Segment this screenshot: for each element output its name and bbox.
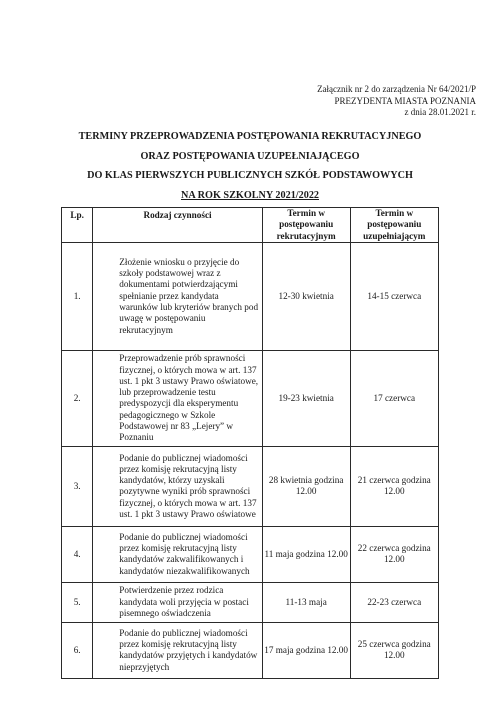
row-lp: 1. <box>62 242 93 350</box>
row-lp: 2. <box>62 350 93 446</box>
row-lp: 6. <box>62 622 93 678</box>
title-line-1: TERMINY PRZEPROWADZENIA POSTĘPOWANIA REKRUTACYJNEGO <box>78 131 422 142</box>
title-line-2: ORAZ POSTĘPOWANIA UZUPEŁNIAJĄCEGO <box>140 150 360 162</box>
attachment-line-3: z dnia 28.01.2021 r. <box>404 107 476 117</box>
table-row <box>62 622 439 678</box>
row-term-recruitment: 17 maja godzina 12.00 <box>262 622 350 678</box>
header-lp: Lp. <box>62 208 93 243</box>
row-activity: Podanie do publicznej wiadomości przez komisję rekrutacyjną listy kandydatów przyjętych i kandydatów nieprzyjętych <box>93 622 262 678</box>
row-lp: 3. <box>62 446 93 526</box>
attachment-header <box>216 84 476 119</box>
row-lp: 4. <box>62 526 93 582</box>
table-header-row <box>62 208 439 243</box>
row-activity: Złożenie wniosku o przyjęcie do szkoły podstawowej wraz z dokumentami potwierdzającymi spełnianie przez kandydata warunków lub kryteriów branych pod uwagę w postępowaniu rekrutacyjnym <box>93 242 262 350</box>
attachment-line-2: PREZYDENTA MIASTA POZNANIA <box>334 95 476 106</box>
table-row <box>62 526 439 582</box>
schedule-table <box>61 207 439 679</box>
row-term-supplementary: 14-15 czerwca <box>350 242 438 350</box>
row-term-supplementary: 22-23 czerwca <box>350 582 438 622</box>
row-activity: Przeprowadzenie prób sprawności fizycznej, o których mowa w art. 137 ust. 1 pkt 3 ustawy Prawo oświatowe, lub przeprowadzenie testu predyspozycji dla eksperymentu pedagogicznego w Szkole Podstawowej nr 83 „Lejery” w Poznaniu <box>93 350 262 446</box>
table-row <box>62 350 439 446</box>
row-activity: Podanie do publicznej wiadomości przez komisję rekrutacyjną listy kandydatów, którzy uzyskali pozytywne wyniki prób sprawności fizycznej, o których mowa w art. 137 ust. 1 pkt 3 ustawy Prawo oświatowe <box>93 446 262 526</box>
header-term-supplementary: Termin w postępowaniu uzupełniającym <box>350 208 438 243</box>
document-title <box>40 127 460 205</box>
row-term-recruitment: 11 maja godzina 12.00 <box>262 526 350 582</box>
title-line-4: NA ROK SZKOLNY 2021/2022 <box>180 189 320 201</box>
row-term-recruitment: 19-23 kwietnia <box>262 350 350 446</box>
title-line-3: DO KLAS PIERWSZYCH PUBLICZNYCH SZKÓŁ PODSTAWOWYCH <box>87 170 413 181</box>
row-term-supplementary: 21 czerwca godzina 12.00 <box>350 446 438 526</box>
row-term-supplementary: 17 czerwca <box>350 350 438 446</box>
row-term-recruitment: 28 kwietnia godzina 12.00 <box>262 446 350 526</box>
table-row <box>62 582 439 622</box>
row-activity: Potwierdzenie przez rodzica kandydata woli przyjęcia w postaci pisemnego oświadczenia <box>93 582 262 622</box>
table-row <box>62 242 439 350</box>
header-activity: Rodzaj czynności <box>93 208 262 243</box>
row-activity: Podanie do publicznej wiadomości przez komisję rekrutacyjną listy kandydatów zakwalifikowanych i kandydatów niezakwalifikowanych <box>93 526 262 582</box>
row-term-recruitment: 11-13 maja <box>262 582 350 622</box>
row-term-recruitment: 12-30 kwietnia <box>262 242 350 350</box>
header-term-recruitment: Termin w postępowaniu rekrutacyjnym <box>262 208 350 243</box>
row-lp: 5. <box>62 582 93 622</box>
row-term-supplementary: 25 czerwca godzina 12.00 <box>350 622 438 678</box>
row-term-supplementary: 22 czerwca godzina 12.00 <box>350 526 438 582</box>
table-row <box>62 446 439 526</box>
attachment-line-1: Załącznik nr 2 do zarządzenia Nr 64/2021/P <box>317 84 476 94</box>
